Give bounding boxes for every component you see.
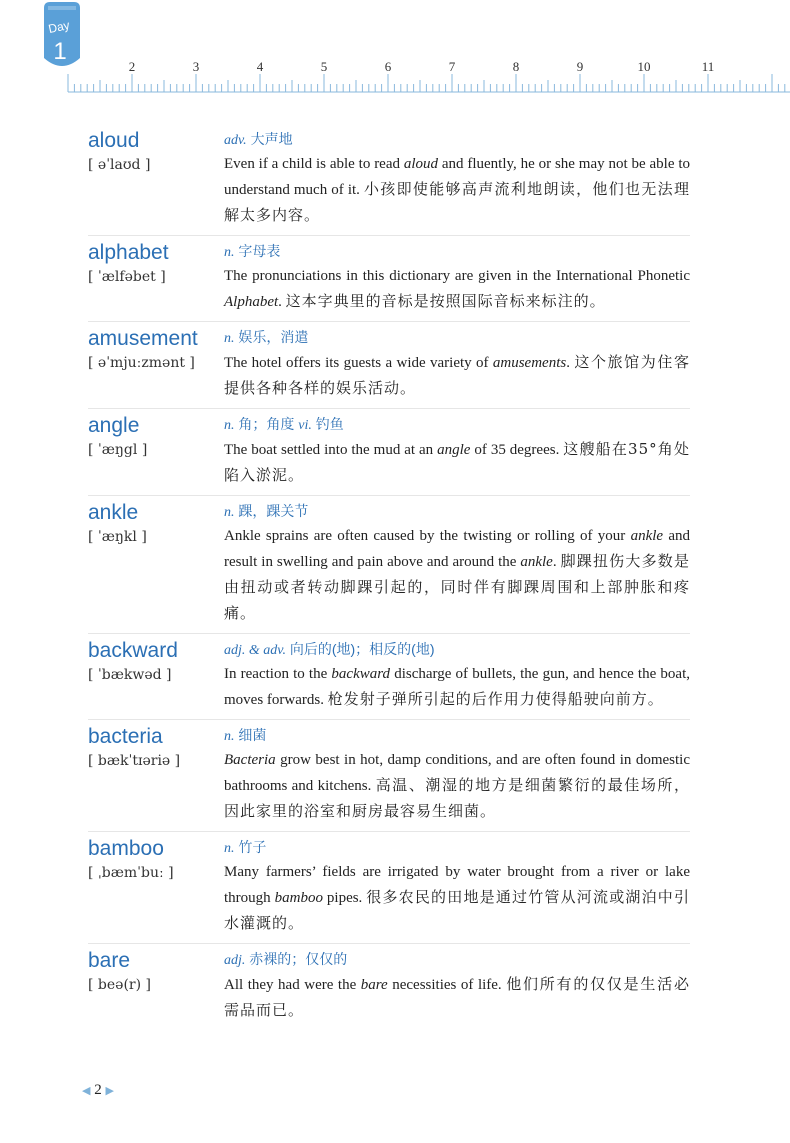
example-text: Even if a child is able to read — [224, 156, 404, 172]
ruler-tick-label: 4 — [256, 59, 264, 74]
entry-definition-column — [224, 836, 690, 937]
example-text: Ankle sprains are often caused by the twisting or rolling of your — [224, 528, 631, 544]
entry-headword-column — [88, 413, 224, 489]
page-footer — [82, 1082, 114, 1099]
vocabulary-list — [0, 124, 790, 1030]
pos-meaning: 向后的(地)；相反的(地) — [289, 641, 435, 657]
headword: angle — [88, 414, 140, 437]
entry-headword-column — [88, 240, 224, 315]
ruler-tick-label: 10 — [637, 59, 651, 74]
example-text: pipes. — [322, 890, 367, 906]
example-text: discharge of bullets, the gun, and hence the boat, moves forwards. — [224, 666, 690, 708]
headword: alphabet — [88, 241, 169, 264]
pos-meaning: 赤裸的；仅仅的 — [249, 951, 348, 967]
example-keyword: aloud — [403, 156, 439, 172]
pos-tag: n. — [224, 331, 235, 346]
pos-meaning: 角；角度 — [238, 416, 295, 432]
example-text: . — [566, 355, 575, 371]
next-page-icon: ▶ — [105, 1085, 114, 1097]
example-translation: 他们所有的仅仅是生活必需品而已。 — [224, 975, 690, 1019]
example-keyword: amusements — [492, 355, 567, 371]
vocab-entry-angle — [88, 409, 690, 496]
page-number: 2 — [94, 1082, 102, 1098]
part-of-speech — [224, 326, 690, 350]
example-text: of 35 degrees. — [470, 442, 564, 458]
entry-headword-column — [88, 836, 224, 937]
entry-definition-column — [224, 326, 690, 402]
day-number: 1 — [53, 38, 67, 65]
example-text: All they had were the — [224, 977, 361, 993]
example-keyword: backward — [331, 666, 391, 682]
vocab-entry-amusement — [88, 322, 690, 409]
ruler-tick-label: 8 — [512, 59, 520, 74]
pos-meaning: 娱乐，消遣 — [238, 329, 309, 345]
pos-tag: n. — [224, 841, 235, 856]
example-text: The pronunciations in this dictionary are given in the International Phonetic — [224, 268, 690, 284]
ruler-tick-label: 3 — [192, 59, 200, 74]
phonetic: [ bækˈtɪəriə ] — [88, 753, 181, 769]
headword: bacteria — [88, 725, 163, 748]
entry-definition-column — [224, 413, 690, 489]
example-text: and fluently, he or she may not be able to understand much of it. — [224, 156, 690, 198]
example-sentence — [224, 437, 690, 489]
example-sentence — [224, 152, 690, 229]
example-text: The boat settled into the mud at an — [224, 442, 438, 458]
headword: ankle — [88, 501, 139, 524]
vocab-entry-aloud — [88, 124, 690, 236]
phonetic: [ ˈæŋkl ] — [88, 529, 147, 545]
example-translation: 这个旅馆为住客提供各种各样的娱乐活动。 — [224, 353, 690, 397]
headword: bare — [88, 949, 131, 972]
part-of-speech — [224, 638, 690, 662]
ruler-tick-label: 9 — [576, 59, 584, 74]
example-text: In reaction to the — [224, 666, 332, 682]
example-sentence — [224, 748, 690, 825]
example-sentence — [224, 860, 690, 937]
entry-headword-column — [88, 948, 224, 1024]
example-translation: 脚踝扭伤大多数是由扭动或者转动脚踝引起的，同时伴有脚踝周围和上部肿胀和疼痛。 — [224, 552, 690, 622]
example-text: . — [552, 554, 561, 570]
example-keyword: bare — [360, 977, 388, 993]
entry-definition-column — [224, 948, 690, 1024]
page-ruler — [0, 0, 790, 110]
example-keyword: ankle — [520, 554, 553, 570]
ruler-tick-label: 5 — [320, 59, 328, 74]
example-text: Many farmers’ fields are irrigated by water brought from a river or lake through — [224, 864, 690, 906]
pos-tag: adj. — [224, 953, 246, 968]
example-translation: 这本字典里的音标是按照国际音标来标注的。 — [285, 292, 606, 310]
part-of-speech — [224, 240, 690, 264]
example-keyword: Bacteria — [224, 752, 276, 768]
pos-tag: n. — [224, 505, 235, 520]
phonetic: [ ˈbækwəd ] — [88, 667, 172, 683]
headword: bamboo — [88, 837, 164, 860]
pos-tag: adj. & adv. — [224, 643, 286, 658]
pos-meaning: 字母表 — [238, 243, 281, 259]
pos-meaning-2: 钓鱼 — [315, 416, 344, 432]
phonetic: [ beə(r) ] — [88, 977, 151, 993]
part-of-speech — [224, 413, 690, 437]
pos-tag: n. — [224, 418, 235, 433]
headword: aloud — [88, 129, 140, 152]
pos-tag-2: vi. — [298, 418, 312, 433]
entry-definition-column — [224, 128, 690, 229]
pos-meaning: 踝，踝关节 — [238, 503, 309, 519]
day-label: Day — [47, 17, 71, 37]
example-translation: 小孩即使能够高声流利地朗读，他们也无法理解太多内容。 — [224, 180, 690, 224]
ruler-tick-label: 7 — [448, 59, 456, 74]
headword: backward — [88, 639, 178, 662]
example-sentence — [224, 662, 690, 713]
example-translation: 高温、潮湿的地方是细菌繁衍的最佳场所，因此家里的浴室和厨房最容易生细菌。 — [224, 776, 690, 820]
example-sentence — [224, 972, 690, 1024]
pos-meaning: 竹子 — [238, 839, 267, 855]
vocab-entry-ankle — [88, 496, 690, 634]
entry-definition-column — [224, 638, 690, 713]
example-translation: 这艘船在35°角处陷入淤泥。 — [224, 440, 690, 484]
vocab-entry-alphabet — [88, 236, 690, 322]
phonetic: [ ˈæŋgl ] — [88, 442, 148, 458]
part-of-speech — [224, 724, 690, 748]
example-text: necessities of life. — [387, 977, 507, 993]
part-of-speech — [224, 836, 690, 860]
part-of-speech — [224, 948, 690, 972]
example-translation: 枪发射子弹所引起的后作用力使得船驶向前方。 — [327, 690, 664, 708]
example-keyword: angle — [437, 442, 471, 458]
entry-definition-column — [224, 240, 690, 315]
entry-headword-column — [88, 724, 224, 825]
entry-definition-column — [224, 724, 690, 825]
pos-meaning: 大声地 — [250, 131, 293, 147]
prev-page-icon: ◀ — [82, 1085, 91, 1097]
vocab-entry-backward — [88, 634, 690, 720]
example-sentence — [224, 264, 690, 315]
phonetic: [ ˈælfəbet ] — [88, 269, 166, 285]
pos-tag: adv. — [224, 133, 247, 148]
example-translation: 很多农民的田地是通过竹管从河流或湖泊中引水灌溉的。 — [224, 888, 690, 932]
ruler-tick-label: 6 — [384, 59, 392, 74]
ruler-tick-label: 2 — [128, 59, 136, 74]
ruler-tick-label: 11 — [701, 59, 715, 74]
part-of-speech — [224, 500, 690, 524]
entry-definition-column — [224, 500, 690, 627]
example-keyword: bamboo — [274, 890, 323, 906]
example-keyword: ankle — [630, 528, 664, 544]
pos-meaning: 细菌 — [238, 727, 267, 743]
pos-tag: n. — [224, 729, 235, 744]
example-text: grow best in hot, damp conditions, and are often found in domestic bathrooms and kitchens. — [224, 752, 690, 794]
phonetic: [ ˌbæmˈbuː ] — [88, 865, 174, 881]
pos-tag: n. — [224, 245, 235, 260]
vocab-entry-bare — [88, 944, 690, 1030]
vocab-entry-bamboo — [88, 832, 690, 944]
phonetic: [ əˈlaʊd ] — [88, 157, 151, 173]
example-text: . — [278, 294, 286, 310]
entry-headword-column — [88, 638, 224, 713]
example-text: The hotel offers its guests a wide variety of — [224, 355, 493, 371]
example-text: and result in swelling and pain above and around the — [224, 528, 690, 570]
part-of-speech — [224, 128, 690, 152]
headword: amusement — [88, 327, 198, 350]
entry-headword-column — [88, 326, 224, 402]
entry-headword-column — [88, 500, 224, 627]
phonetic: [ əˈmjuːzmənt ] — [88, 355, 195, 371]
entry-headword-column — [88, 128, 224, 229]
example-sentence — [224, 350, 690, 402]
vocab-entry-bacteria — [88, 720, 690, 832]
example-sentence — [224, 524, 690, 627]
example-keyword: Alphabet — [224, 294, 279, 310]
